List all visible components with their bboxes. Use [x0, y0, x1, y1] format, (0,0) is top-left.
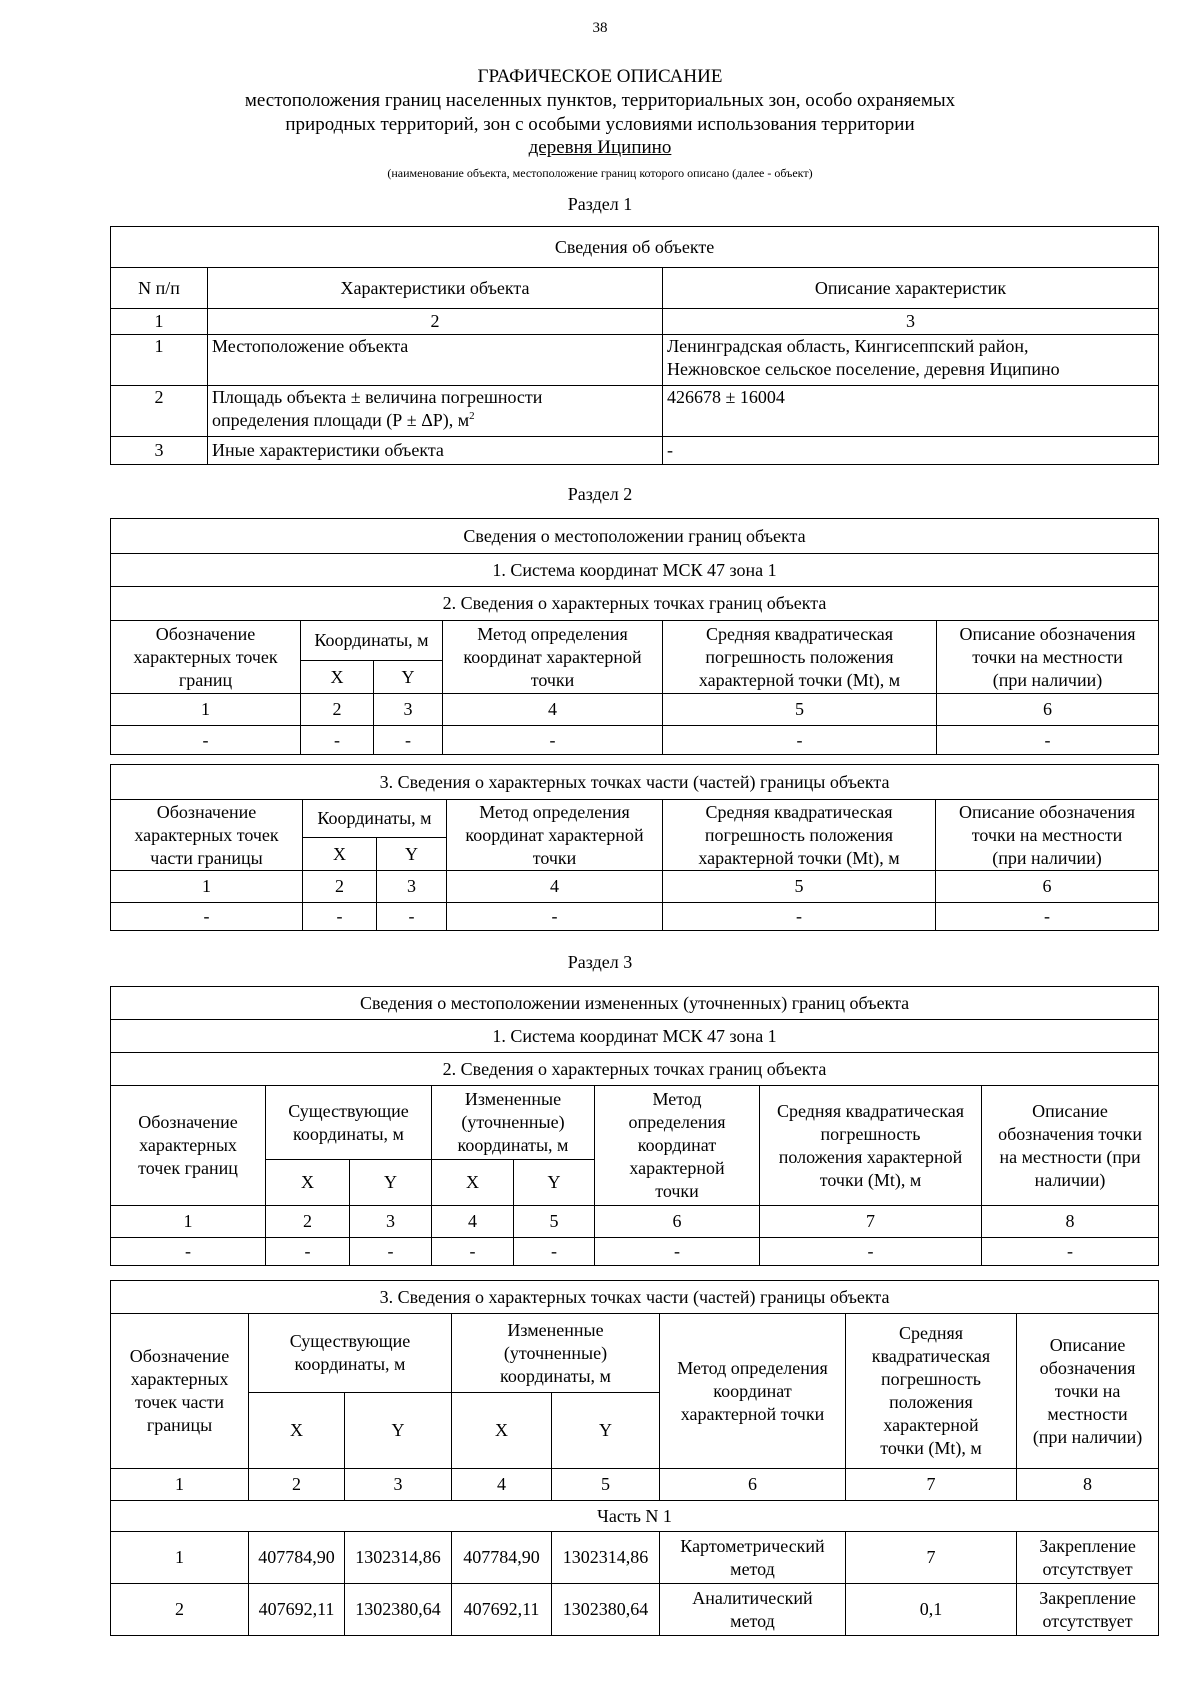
row-characteristic-line [212, 409, 660, 432]
col-number: 6 [660, 1469, 846, 1501]
header-line: обозначения точки [998, 1123, 1142, 1144]
mean-error: 7 [846, 1532, 1017, 1584]
col-number: 3 [350, 1206, 432, 1238]
table-row [111, 1238, 1159, 1266]
header-line: характерных точек [133, 646, 278, 667]
document-subtitle-line-1: местоположения границ населенных пунктов, территориальных зон, особо охраняемых [244, 90, 956, 111]
empty-cell: - [595, 1238, 760, 1266]
col-number: 2 [266, 1206, 350, 1238]
section-1-title: Раздел 1 [567, 194, 633, 214]
header-line: точки [532, 847, 577, 868]
col-number: 7 [846, 1469, 1017, 1501]
empty-cell: - [266, 1238, 350, 1266]
header-line: координаты, м [500, 1365, 611, 1386]
row-number: 3 [111, 437, 208, 465]
existing-y: 1302314,86 [345, 1532, 452, 1584]
header-line: Средняя [898, 1323, 964, 1343]
header-line: определения [628, 1112, 726, 1132]
header-line: характерной точки [680, 1403, 825, 1424]
point-description [1017, 1532, 1159, 1584]
header-line: положения [889, 1392, 973, 1412]
empty-cell: - [111, 1238, 266, 1266]
header-designation [111, 1086, 266, 1206]
header-error [663, 621, 937, 694]
header-coordinates: Координаты, м [301, 621, 443, 661]
table-row [111, 437, 1159, 465]
table-row [111, 386, 1159, 437]
header-y: Y [377, 838, 447, 871]
header-line: (при наличии) [992, 847, 1102, 868]
empty-cell: - [447, 903, 663, 931]
header-line: (уточненные) [461, 1112, 565, 1132]
header-description [982, 1086, 1159, 1206]
col-number: 6 [936, 871, 1159, 903]
header-line: Обозначение [156, 801, 257, 822]
col-number: 4 [447, 871, 663, 903]
header-line: Метод определения [477, 623, 628, 644]
header-y: Y [374, 661, 443, 694]
header-line: Метод определения [479, 801, 630, 822]
description-line: отсутствует [1042, 1610, 1133, 1631]
document-subtitle-line-2: природных территорий, зон с особыми условиями использования территории [285, 114, 915, 135]
empty-cell: - [982, 1238, 1159, 1266]
empty-cell: - [374, 726, 443, 755]
page-number: 38 [592, 20, 608, 36]
existing-y: 1302380,64 [345, 1584, 452, 1636]
header-coordinates: Координаты, м [303, 800, 447, 838]
col-number: 1 [111, 1469, 249, 1501]
header-error [846, 1314, 1017, 1469]
row-description-line: Нежновское сельское поселение, деревня Иципино [667, 359, 1060, 379]
section-2-table-title: Сведения о местоположении границ объекта [111, 519, 1159, 554]
col-number: 3 [374, 694, 443, 726]
parts-subtitle: 3. Сведения о характерных точках части (частей) границы объекта [111, 765, 1159, 800]
empty-cell: - [301, 726, 374, 755]
point-description [1017, 1584, 1159, 1636]
points-subtitle: 2. Сведения о характерных точках границ объекта [111, 587, 1159, 621]
header-line: Измененные [507, 1319, 604, 1340]
col-header-description: Описание характеристик [663, 268, 1159, 309]
header-changed-coordinates [432, 1086, 595, 1160]
header-description [936, 800, 1159, 871]
empty-cell: - [937, 726, 1159, 755]
existing-x: 407692,11 [249, 1584, 345, 1636]
row-characteristic-line: Площадь объекта ± величина погрешности [212, 387, 543, 407]
header-y: Y [345, 1393, 452, 1469]
header-existing-coordinates [266, 1086, 432, 1160]
header-line: местности [1047, 1403, 1128, 1424]
section-3-table-title: Сведения о местоположении измененных (уточненных) границ объекта [111, 987, 1159, 1020]
header-line: точки (Mt), м [819, 1169, 922, 1190]
row-number: 1 [111, 335, 208, 386]
col-number: 6 [937, 694, 1159, 726]
header-line: точки на [1054, 1380, 1121, 1401]
header-line: (уточненные) [503, 1342, 608, 1363]
header-line: Измененные [464, 1089, 562, 1109]
header-line: погрешность [820, 1123, 921, 1144]
col-number: 3 [345, 1469, 452, 1501]
col-number: 2 [208, 309, 663, 335]
method-line: метод [730, 1558, 775, 1579]
header-line: точки на местности [971, 824, 1123, 845]
header-line: Метод определения [677, 1357, 828, 1378]
row-description-line: Ленинградская область, Кингисеппский район, [667, 336, 1029, 356]
empty-cell: - [111, 726, 301, 755]
method-line: Картометрический [680, 1535, 825, 1556]
point-number: 2 [111, 1584, 249, 1636]
col-number: 2 [301, 694, 374, 726]
col-number: 4 [452, 1469, 552, 1501]
header-description [937, 621, 1159, 694]
header-line: Описание [1032, 1100, 1108, 1121]
description-line: Закрепление [1039, 1587, 1136, 1608]
empty-cell: - [432, 1238, 514, 1266]
empty-cell: - [111, 903, 303, 931]
header-line: точки [530, 669, 575, 690]
header-line: Описание [1049, 1334, 1126, 1355]
header-line: точки на местности [972, 646, 1123, 667]
header-line: характерных [130, 1369, 229, 1389]
section-1-table-title: Сведения об объекте [111, 227, 1159, 268]
table-row [111, 726, 1159, 755]
empty-cell: - [760, 1238, 982, 1266]
section-3-table [110, 986, 1159, 1266]
header-line: положения характерной [778, 1146, 963, 1167]
header-line: погрешность [880, 1369, 981, 1389]
header-line: характерной [629, 1158, 725, 1178]
method [660, 1532, 846, 1584]
section-3-parts-table [110, 1280, 1159, 1636]
row-characteristic: Местоположение объекта [208, 335, 663, 386]
method [660, 1584, 846, 1636]
header-line: погрешность положения [705, 646, 894, 667]
header-line: Метод [652, 1089, 702, 1109]
changed-x: 407692,11 [452, 1584, 552, 1636]
col-number: 2 [303, 871, 377, 903]
col-number: 1 [111, 309, 208, 335]
header-method [595, 1086, 760, 1206]
header-existing-coordinates [249, 1314, 452, 1393]
header-line: границ [178, 669, 233, 690]
header-x: X [432, 1160, 514, 1206]
header-description [1017, 1314, 1159, 1469]
row-characteristic: Иные характеристики объекта [208, 437, 663, 465]
col-number: 5 [663, 871, 936, 903]
col-number: 8 [1017, 1469, 1159, 1501]
document-title: ГРАФИЧЕСКОЕ ОПИСАНИЕ [477, 66, 723, 87]
header-line: координаты, м [293, 1123, 404, 1144]
table-row [111, 1532, 1159, 1584]
col-header-characteristics: Характеристики объекта [208, 268, 663, 309]
header-method [443, 621, 663, 694]
header-method [447, 800, 663, 871]
header-line: координат характерной [465, 824, 644, 845]
table-row [111, 335, 1159, 386]
points-subtitle: 2. Сведения о характерных точках границ объекта [111, 1053, 1159, 1086]
row-characteristic [208, 386, 663, 437]
header-line: координат [713, 1380, 792, 1401]
empty-cell: - [377, 903, 447, 931]
header-line: Обозначение [129, 1346, 230, 1366]
table-row [111, 1584, 1159, 1636]
header-line: Описание обозначения [959, 801, 1136, 822]
empty-cell: - [514, 1238, 595, 1266]
method-line: Аналитический [692, 1587, 813, 1608]
description-line: Закрепление [1039, 1535, 1136, 1556]
header-line: точек части [135, 1392, 224, 1412]
header-line: Существующие [289, 1331, 411, 1351]
header-y: Y [552, 1393, 660, 1469]
header-line: наличии) [1034, 1169, 1106, 1190]
header-x: X [303, 838, 377, 871]
col-number: 1 [111, 871, 303, 903]
point-number: 1 [111, 1532, 249, 1584]
header-line: Описание обозначения [959, 623, 1136, 644]
header-line: Средняя квадратическая [705, 801, 893, 822]
header-line: погрешность положения [704, 824, 894, 845]
description-line: отсутствует [1042, 1558, 1133, 1579]
empty-cell: - [936, 903, 1159, 931]
header-line: точек границ [138, 1158, 238, 1178]
col-number: 7 [760, 1206, 982, 1238]
section-1-table [110, 226, 1159, 465]
col-number: 1 [111, 1206, 266, 1238]
header-y: Y [350, 1160, 432, 1206]
col-number: 1 [111, 694, 301, 726]
header-line: Обозначение [138, 1112, 238, 1132]
object-name-text: деревня Иципино [528, 137, 672, 158]
header-line: точки (Mt), м [880, 1438, 982, 1458]
header-method [660, 1314, 846, 1469]
header-designation [111, 621, 301, 694]
empty-cell: - [663, 903, 936, 931]
area-unit-superscript: 2 [469, 410, 475, 422]
header-line: характерных [139, 1135, 237, 1155]
empty-cell: - [303, 903, 377, 931]
coordinate-system: 1. Система координат МСК 47 зона 1 [111, 554, 1159, 587]
header-line: Существующие [288, 1100, 409, 1121]
header-line: характерной точки (Mt), м [698, 669, 901, 690]
header-line: (при наличии) [1032, 1426, 1143, 1447]
section-2-title: Раздел 2 [567, 484, 633, 504]
changed-x: 407784,90 [452, 1532, 552, 1584]
header-x: X [249, 1393, 345, 1469]
header-line: квадратическая [871, 1346, 991, 1366]
empty-cell: - [663, 726, 937, 755]
col-number: 2 [249, 1469, 345, 1501]
header-line: координат [637, 1135, 717, 1155]
method-line: метод [730, 1610, 775, 1631]
header-line: Средняя квадратическая [705, 623, 893, 644]
header-x: X [301, 661, 374, 694]
object-name-note: (наименование объекта, местоположение границ которого описано (далее - объект) [387, 166, 813, 180]
col-header-number: N п/п [111, 268, 208, 309]
empty-cell: - [443, 726, 663, 755]
col-number: 3 [663, 309, 1159, 335]
header-designation [111, 800, 303, 871]
header-line: характерной точки (Mt), м [698, 847, 900, 868]
col-number: 4 [432, 1206, 514, 1238]
col-number: 3 [377, 871, 447, 903]
header-line: на местности (при [999, 1146, 1141, 1167]
header-error [663, 800, 936, 871]
header-line: характерной [883, 1415, 979, 1435]
section-2-parts-table [110, 764, 1159, 931]
changed-y: 1302314,86 [552, 1532, 660, 1584]
header-line: границы [146, 1415, 213, 1435]
header-line: (при наличии) [992, 669, 1103, 690]
header-designation [111, 1314, 249, 1469]
col-number: 6 [595, 1206, 760, 1238]
row-description: 426678 ± 16004 [663, 386, 1159, 437]
col-number: 5 [663, 694, 937, 726]
table-row [111, 903, 1159, 931]
section-2-table [110, 518, 1159, 755]
row-description: - [663, 437, 1159, 465]
header-changed-coordinates [452, 1314, 660, 1393]
header-line: характерных точек [134, 824, 279, 845]
header-line: координаты, м [294, 1354, 406, 1374]
parts-subtitle: 3. Сведения о характерных точках части (частей) границы объекта [111, 1281, 1159, 1314]
changed-y: 1302380,64 [552, 1584, 660, 1636]
header-x: X [452, 1393, 552, 1469]
header-error [760, 1086, 982, 1206]
coordinate-system: 1. Система координат МСК 47 зона 1 [111, 1020, 1159, 1053]
header-x: X [266, 1160, 350, 1206]
col-number: 5 [514, 1206, 595, 1238]
row-description [663, 335, 1159, 386]
col-number: 4 [443, 694, 663, 726]
header-line: координат характерной [463, 646, 642, 667]
col-number: 5 [552, 1469, 660, 1501]
header-y: Y [514, 1160, 595, 1206]
area-label: определения площади (Р ± ΔР), м [212, 410, 470, 430]
header-line: точки [655, 1181, 699, 1201]
header-line: обозначения [1039, 1357, 1136, 1378]
header-line: Средняя квадратическая [776, 1100, 964, 1121]
header-line: Обозначение [155, 623, 256, 644]
section-3-title: Раздел 3 [567, 952, 633, 972]
col-number: 8 [982, 1206, 1159, 1238]
existing-x: 407784,90 [249, 1532, 345, 1584]
empty-cell: - [350, 1238, 432, 1266]
object-name [0, 137, 1200, 159]
mean-error: 0,1 [846, 1584, 1017, 1636]
header-line: части границы [150, 847, 263, 868]
header-line: координаты, м [457, 1135, 569, 1155]
row-number: 2 [111, 386, 208, 437]
part-label: Часть N 1 [111, 1501, 1159, 1532]
